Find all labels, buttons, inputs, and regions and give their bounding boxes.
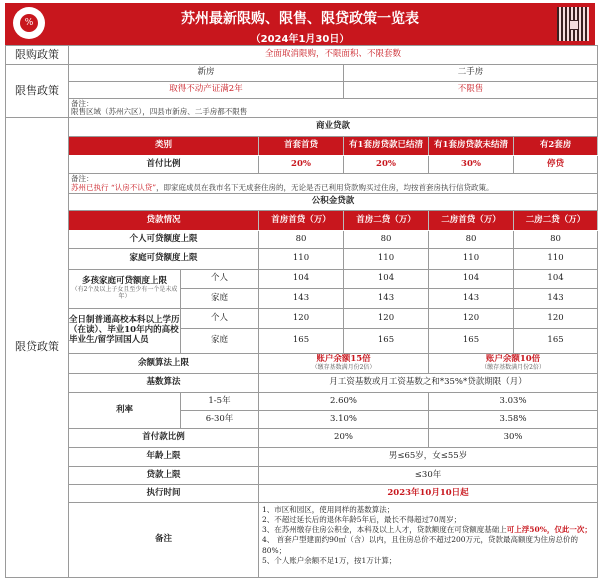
cell: 120 [514,309,598,329]
cell: 3.03% [429,393,598,411]
sub-label: 个人 [181,270,259,289]
row-label: 贷款上限 [69,467,259,485]
cell: 3.58% [429,411,598,429]
cell: 80 [259,231,344,249]
cell: 165 [429,329,514,354]
cell: 110 [514,249,598,270]
cell: 110 [429,249,514,270]
cell: 2023年10月10日起 [259,485,598,503]
cell: 80 [429,231,514,249]
sub-label: 家庭 [181,329,259,354]
row-label: 个人可贷额度上限 [69,231,259,249]
commercial-note: 备注： 苏州已执行 “认房不认贷”，即家庭成员在我市名下无成套住房的，无论是否已利用贷款购买过住房，均按首套房执行信贷政策。 [69,174,598,194]
sub-label: 个人 [181,309,259,329]
graduate-label: 全日制普通高校本科以上学历（在读）、毕业10年内的高校毕业生/留学回国人员 [69,309,181,354]
cell: 30% [429,429,598,448]
balance-first: 账户余额15倍 （缴存基数满月份2倍） [259,354,429,374]
qr-code-icon [557,7,589,41]
cell: 3.10% [259,411,429,429]
purchase-value: 全面取消限购，不限面积、不限套数 [69,46,598,65]
balance-second: 账户余额10倍 （缴存基数满月份2倍） [429,354,598,374]
multi-child-label: 多孩家庭可贷额度上限 （有2个及以上子女且至少有一个是未成年） [69,270,181,309]
cell: 143 [259,289,344,309]
sale-new-header: 新房 [69,65,344,82]
cell: 110 [259,249,344,270]
fund-title: 公积金贷款 [69,194,598,211]
cell: 143 [429,289,514,309]
cell: 143 [514,289,598,309]
commercial-header: 首套首贷 [259,137,344,156]
sale-second-value: 不限售 [344,82,598,99]
cell: 80 [344,231,429,249]
purchase-label: 限购政策 [6,46,69,65]
cell: 165 [344,329,429,354]
row-label: 首付款比例 [69,429,259,448]
fund-header: 首房首贷（万） [259,211,344,231]
sale-second-header: 二手房 [344,65,598,82]
fund-header: 首房二贷（万） [344,211,429,231]
row-label: 家庭可贷额度上限 [69,249,259,270]
sale-note-title: 备注： [71,98,94,108]
row-label: 余额算法上限 [69,354,259,374]
commercial-header: 有2套房 [514,137,598,156]
cell: 104 [344,270,429,289]
sale-note-text: 限售区域（苏州六区），四县市新房、二手房都不限售 [71,107,248,116]
cell: 110 [344,249,429,270]
page-title: 苏州最新限购、限售、限贷政策一览表 [181,11,419,27]
fund-header: 二房二贷（万） [514,211,598,231]
memo-text: 1、市区和园区，使用同样的基数算法； 2、不超过延长后的退休年龄5年后，最长不得超过70周岁； 3、在苏州缴存住房公积金，本科及以上人才，贷款额度在可贷额度基础上可上浮50%，仅此一次； 4、 首套户型建面约90㎡（含）以内，且住房总价不超过200万元，贷款最高额度为住房总价的80%； 5、个人账户余额不足1万，按1万计算； [259,503,598,578]
row-label: 备注 [69,503,259,578]
cell: 120 [344,309,429,329]
sale-new-value: 取得不动产证满2年 [69,82,344,99]
loan-label: 限贷政策 [6,118,69,578]
row-label: 利率 [69,393,181,429]
header-banner [5,3,595,45]
cell: 120 [429,309,514,329]
cell: 20% [344,156,429,174]
cell: 165 [514,329,598,354]
sub-label: 6-30年 [181,411,259,429]
cell: 男≤65岁，女≤55岁 [259,448,598,467]
row-label: 首付比例 [69,156,259,174]
cell: 143 [344,289,429,309]
commercial-title: 商业贷款 [69,118,598,137]
cell: 165 [259,329,344,354]
cell: 停贷 [514,156,598,174]
logo-icon: % [13,7,45,39]
fund-header: 贷款情况 [69,211,259,231]
cell: 2.60% [259,393,429,411]
fund-header: 二房首贷（万） [429,211,514,231]
sale-note [69,99,598,118]
sub-label: 家庭 [181,289,259,309]
cell: 20% [259,429,429,448]
cell: 月工资基数或月工资基数之和*35%*贷款期限（月） [259,374,598,393]
cell: 30% [429,156,514,174]
page-date: （2024年1月30日） [250,34,350,45]
commercial-header: 类别 [69,137,259,156]
cell: 20% [259,156,344,174]
row-label: 年龄上限 [69,448,259,467]
cell: 80 [514,231,598,249]
sale-label: 限售政策 [6,65,69,118]
row-label: 执行时间 [69,485,259,503]
row-label: 基数算法 [69,374,259,393]
cell: 104 [259,270,344,289]
cell: ≤30年 [259,467,598,485]
policy-table [5,45,598,578]
cell: 104 [514,270,598,289]
cell: 120 [259,309,344,329]
commercial-header: 有1套房贷款已结清 [344,137,429,156]
commercial-header: 有1套房贷款未结清 [429,137,514,156]
cell: 104 [429,270,514,289]
sub-label: 1-5年 [181,393,259,411]
